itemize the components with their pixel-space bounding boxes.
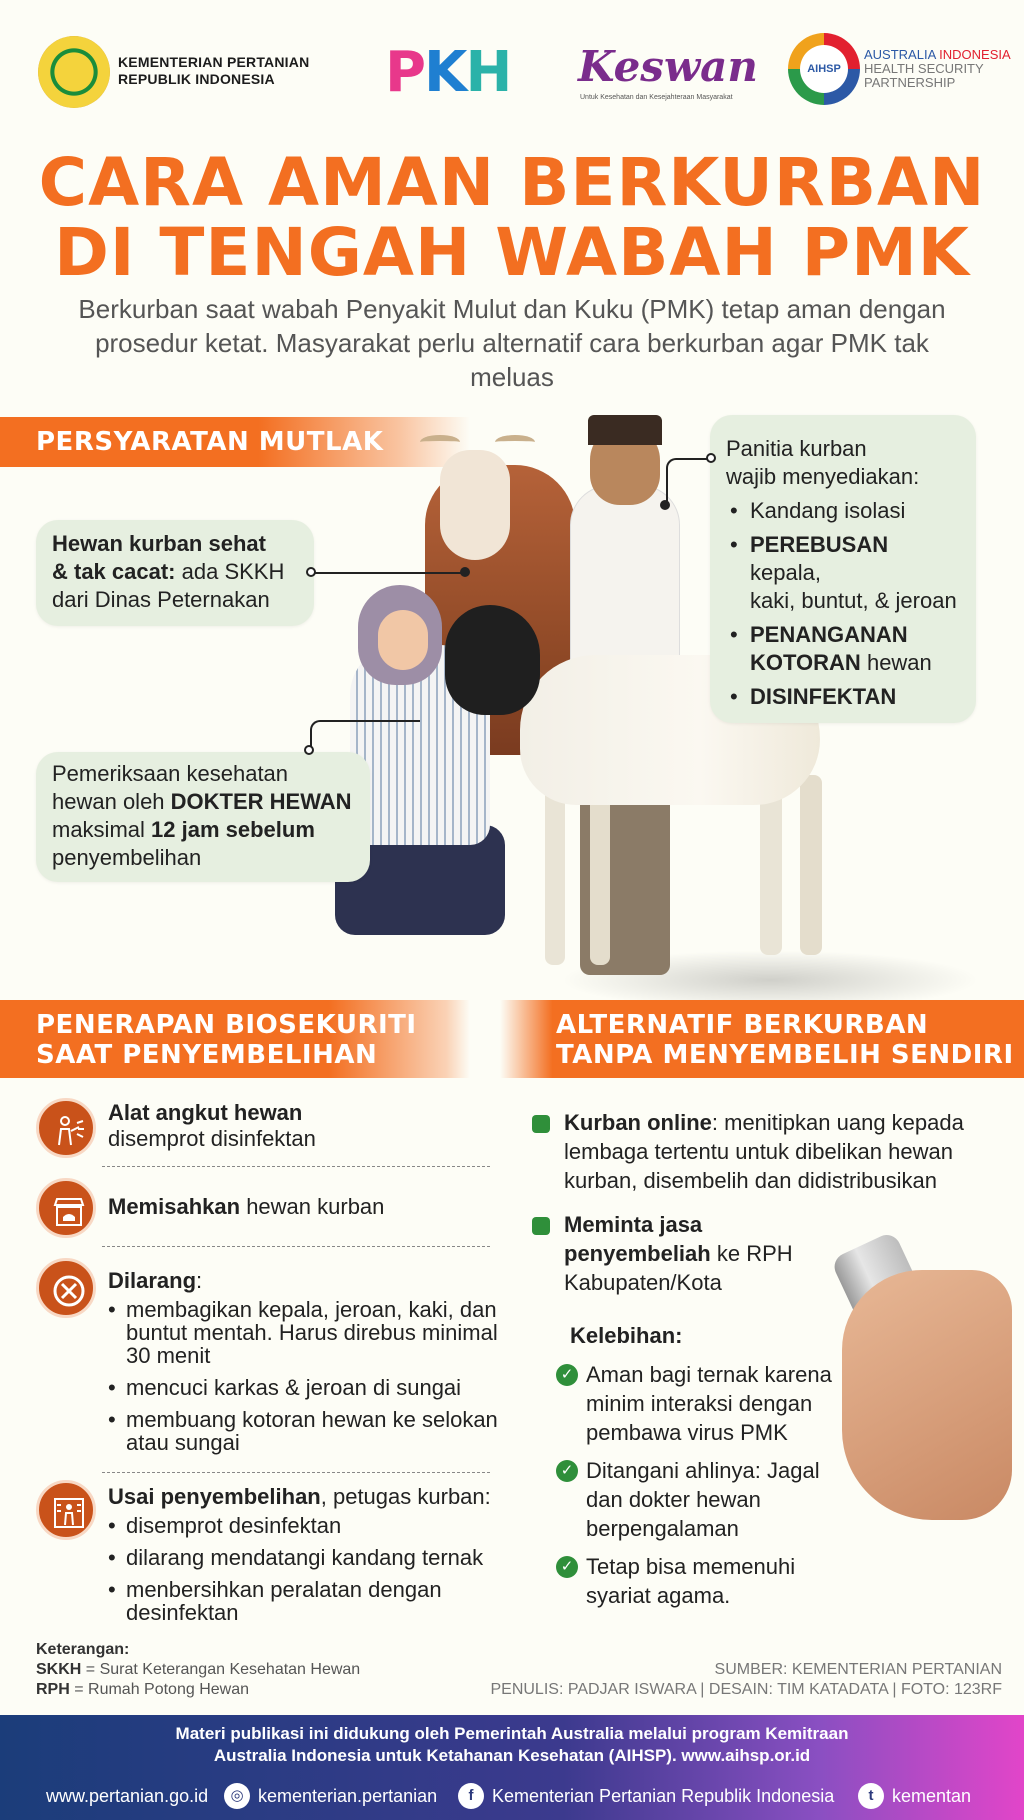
kementan-wordmark [118, 54, 309, 88]
after-slaughter-list-item: • disemprot desinfektan [108, 1514, 508, 1537]
persyaratan-heading: PERSYARATAN MUTLAK [36, 427, 384, 457]
twitter-handle[interactable]: kementan [892, 1786, 972, 1806]
dashed-divider [102, 1472, 490, 1473]
committee-item [726, 497, 960, 525]
source-line: SUMBER: KEMENTERIAN PERTANIAN [714, 1661, 1002, 1678]
green-square-bullet-icon [532, 1217, 550, 1235]
after-slaughter-list-item: • menbersihkan peralatan dengan desinfektan [108, 1578, 508, 1624]
prohibited-list-item: • membagikan kepala, jeroan, kaki, dan buntut mentah. Harus direbus minimal 30 menit [108, 1298, 508, 1367]
green-square-bullet-icon [532, 1115, 550, 1133]
prohibited-list [108, 1298, 508, 1454]
credits [490, 1660, 1002, 1700]
aihsp-indonesia: INDONESIA [939, 47, 1011, 62]
goat-head [445, 605, 540, 715]
instagram-icon: ◎ [224, 1783, 250, 1809]
logo-row [0, 28, 1024, 118]
biosecurity-item-separate [36, 1178, 496, 1240]
committee-intro-line1: Panitia kurban [726, 436, 867, 461]
connector-dot [660, 500, 670, 510]
dashed-divider [102, 1246, 490, 1247]
prohibited-icon [36, 1258, 96, 1318]
biosekuriti-heading-line1: PENERAPAN BIOSEKURITI [36, 1010, 417, 1040]
keswan-logo: Keswan [578, 42, 758, 91]
facebook-link[interactable] [458, 1781, 834, 1811]
alternatif-heading-bar [500, 1000, 1024, 1078]
hand-illustration [842, 1270, 1012, 1520]
requirement-bubble-vet-check [36, 752, 370, 882]
healthy-animal-bold: Hewan kurban sehat [52, 531, 266, 556]
glossary-label: Keterangan: [36, 1641, 130, 1658]
connector-dot [460, 567, 470, 577]
alternative-option-bold: penyembeliah [564, 1241, 711, 1266]
goat-leg [800, 775, 822, 955]
after-slaughter-list [108, 1514, 508, 1624]
prohibited-list-item: • membuang kotoran hewan ke selokan atau sungai [108, 1408, 508, 1454]
facebook-icon: f [458, 1783, 484, 1809]
footer [0, 1715, 1024, 1820]
committee-item-bold: KOTORAN [750, 650, 861, 675]
aihsp-logo [788, 33, 860, 105]
cow-horn-left [420, 435, 460, 449]
glossary-abbr: SKKH [36, 1661, 82, 1678]
alternatif-heading-line1: ALTERNATIF BERKURBAN [556, 1010, 929, 1040]
biosecurity-item-colon: : [196, 1268, 203, 1293]
footer-support-line1: Materi publikasi ini didukung oleh Pemerintah Australia melalui program Kemitraan [175, 1724, 849, 1743]
biosecurity-item-after [36, 1480, 496, 1630]
glossary-definition: = Surat Keterangan Kesehatan Hewan [81, 1661, 361, 1678]
benefit-item [556, 1456, 856, 1543]
twitter-icon: t [858, 1783, 884, 1809]
footer-links [46, 1781, 1006, 1811]
aihsp-line2: HEALTH SECURITY [864, 61, 984, 76]
website-text[interactable]: www.pertanian.go.id [46, 1786, 209, 1806]
committee-intro-line2: wajib menyediakan: [726, 464, 920, 489]
biosecurity-item-prohibited [36, 1258, 496, 1468]
biosecurity-item-bold: Dilarang [108, 1268, 197, 1293]
credits-line: PENULIS: PADJAR ISWARA | DESAIN: TIM KATADATA | FOTO: 123RF [490, 1681, 1002, 1698]
connector-line [666, 458, 712, 506]
vet-check-bold-2: 12 jam sebelum [151, 817, 315, 842]
pkh-logo: PKH [385, 40, 511, 105]
connector-dot [706, 453, 716, 463]
benefit-text: Tetap bisa memenuhi syariat agama. [586, 1554, 796, 1608]
committee-item-text: Kandang isolasi [750, 498, 906, 523]
biosecurity-item-bold: Memisahkan [108, 1194, 241, 1219]
disinfection-booth-icon [36, 1480, 96, 1540]
committee-item-bold: DISINFEKTAN [750, 684, 897, 709]
biosecurity-item-text [108, 1268, 508, 1463]
committee-item [726, 621, 960, 677]
biosecurity-item-rest: disemprot disinfektan [108, 1126, 316, 1151]
alternative-option-rph [530, 1210, 830, 1297]
connector-line [314, 572, 466, 574]
biosekuriti-heading-line2: SAAT PENYEMBELIHAN [36, 1040, 378, 1070]
title-line1: CARA AMAN BERKURBAN [38, 144, 986, 221]
vet-check-line3: maksimal [52, 817, 145, 842]
committee-item-bold: PENANGANAN [750, 622, 908, 647]
aihsp-badge: AIHSP [800, 45, 848, 93]
biosecurity-item-text [108, 1484, 508, 1633]
requirement-bubble-healthy-animal [36, 520, 314, 626]
committee-list [726, 497, 960, 711]
animal-pen-icon [36, 1178, 96, 1238]
healthy-animal-bold-2: & tak cacat: [52, 559, 176, 584]
biosecurity-item-text [108, 1194, 508, 1220]
instagram-handle[interactable]: kementerian.pertanian [258, 1786, 438, 1806]
committee-item-text: kepala, [750, 560, 821, 585]
goat-leg [545, 785, 565, 965]
glossary [36, 1640, 360, 1700]
instagram-link[interactable] [224, 1781, 437, 1811]
benefit-text: Aman bagi ternak karena minim interaksi dengan pembawa virus PMK [586, 1362, 832, 1445]
man-peci-cap [588, 415, 662, 445]
benefit-item [556, 1552, 856, 1610]
kementan-seal-logo [38, 36, 110, 108]
alternatif-heading-line2: TANPA MENYEMBELIH SENDIRI [556, 1040, 1014, 1070]
vet-check-line1: Pemeriksaan kesehatan [52, 761, 289, 786]
check-icon: ✓ [556, 1460, 578, 1482]
vet-check-line2: hewan oleh [52, 789, 165, 814]
biosecurity-item-vehicle [36, 1098, 496, 1160]
glossary-definition: = Rumah Potong Hewan [69, 1681, 249, 1698]
alternative-option-text: : menitipkan uang kepada lembaga tertentu untuk dibelikan hewan kurban, disembelih dan didistribusikan [564, 1110, 964, 1193]
prohibited-list-item: • mencuci karkas & jeroan di sungai [108, 1376, 508, 1399]
committee-requirements-bubble [710, 415, 976, 723]
alternative-option-online [530, 1108, 1000, 1195]
healthy-animal-text-2: dari Dinas Peternakan [52, 587, 270, 612]
biosecurity-item-rest: , petugas kurban: [320, 1484, 491, 1509]
subtitle: Berkurban saat wabah Penyakit Mulut dan Kuku (PMK) tetap aman dengan prosedur ketat. Masyarakat perlu alternatif cara berkurban agar PMK tak meluas [78, 294, 946, 392]
aihsp-line3: PARTNERSHIP [864, 75, 956, 90]
committee-item-bold: PEREBUSAN [750, 532, 889, 557]
biosekuriti-heading-bar [0, 1000, 470, 1078]
alternative-option-text: Kabupaten/Kota [564, 1270, 722, 1295]
goat-leg [590, 785, 610, 965]
benefit-item [556, 1360, 856, 1447]
benefits-label: Kelebihan: [570, 1323, 683, 1348]
veterinarian-face [378, 610, 428, 670]
twitter-link[interactable] [858, 1781, 971, 1811]
aihsp-wordmark [864, 48, 1011, 90]
dashed-divider [102, 1166, 490, 1167]
alternative-option-bold: Kurban online [564, 1110, 712, 1135]
title-line2: DI TENGAH WABAH PMK [54, 214, 970, 291]
healthy-animal-text: ada SKKH [181, 559, 285, 584]
committee-item-text: kaki, buntut, & jeroan [750, 588, 957, 613]
benefit-text: Ditangani ahlinya: Jagal dan dokter hewan berpengalaman [586, 1458, 820, 1541]
footer-support-note [0, 1723, 1024, 1767]
website-link[interactable] [46, 1781, 208, 1811]
vet-check-line4: penyembelihan [52, 845, 202, 870]
cow-horn-right [495, 435, 535, 449]
after-slaughter-list-item: • dilarang mendatangi kandang ternak [108, 1546, 508, 1569]
connector-dot [306, 567, 316, 577]
check-icon: ✓ [556, 1364, 578, 1386]
vet-check-bold: DOKTER HEWAN [170, 789, 352, 814]
glossary-abbr: RPH [36, 1681, 70, 1698]
check-icon: ✓ [556, 1556, 578, 1578]
spray-vehicle-icon [36, 1098, 96, 1158]
biosecurity-item-rest: hewan kurban [246, 1194, 385, 1219]
cow-face [440, 450, 510, 560]
ministry-name-line1: KEMENTERIAN PERTANIAN [118, 54, 310, 70]
committee-item-text: hewan [866, 650, 932, 675]
main-title [0, 144, 1024, 291]
connector-dot [304, 745, 314, 755]
aihsp-australia: AUSTRALIA [864, 47, 936, 62]
alternative-option-text: ke RPH [716, 1241, 793, 1266]
footer-support-line2: Australia Indonesia untuk Ketahanan Kesehatan (AIHSP). www.aihsp.or.id [213, 1746, 811, 1765]
alternative-option-bold: Meminta jasa [564, 1212, 703, 1237]
committee-item [726, 683, 960, 711]
biosecurity-item-bold: Usai penyembelihan [108, 1484, 321, 1509]
ministry-name-line2: REPUBLIK INDONESIA [118, 71, 275, 87]
committee-item [726, 531, 960, 615]
connector-line [310, 720, 420, 752]
biosecurity-item-text [108, 1100, 508, 1152]
biosecurity-item-bold: Alat angkut hewan [108, 1100, 303, 1125]
facebook-page[interactable]: Kementerian Pertanian Republik Indonesia [492, 1786, 835, 1806]
keswan-tagline: Untuk Kesehatan dan Kesejahteraan Masyarakat [580, 94, 733, 101]
